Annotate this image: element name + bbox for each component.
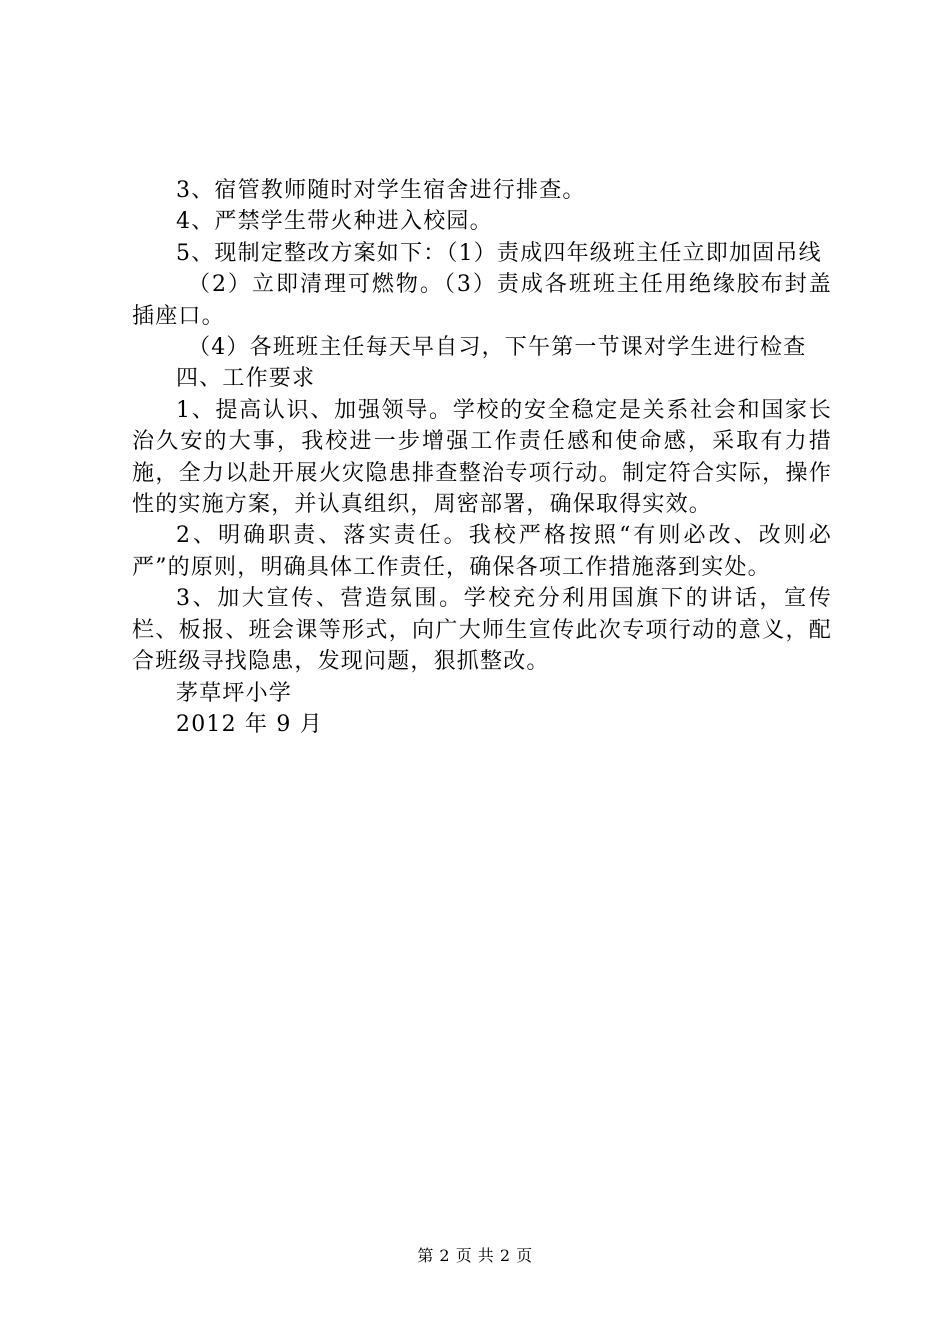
- paragraph-requirement-3: 3、加大宣传、营造氛围。学校充分利用国旗下的讲话，宣传栏、板报、班会课等形式，向广大师生宣传此次专项行动的意义，配合班级寻找隐患，发现问题，狠抓整改。: [132, 586, 832, 675]
- paragraph-item-5: 5、现制定整改方案如下：（1）责成四年级班主任立即加固吊线: [176, 240, 822, 266]
- paragraph-requirement-1: 1、提高认识、加强领导。学校的安全稳定是关系社会和国家长治久安的大事，我校进一步增强工作责任感和使命感，采取有力措施，全力以赴开展火灾隐患排查整治专项行动。制定符合实际，操作性的实施方案，并认真组织，周密部署，确保取得实效。: [132, 397, 832, 518]
- section-heading: 四、工作要求: [176, 366, 316, 392]
- paragraph-item-4: 4、严禁学生带火种进入校园。: [176, 209, 493, 235]
- paragraph-requirement-2: 2、明确职责、落实责任。我校严格按照“有则必改、改则必严”的原则，明确具体工作责任，确保各项工作措施落到实处。: [132, 523, 832, 580]
- document-body: [132, 175, 832, 740]
- paragraph-measure-4: （4）各班班主任每天早自习，下午第一节课对学生进行检查: [188, 335, 807, 361]
- paragraph-measure-2-3: （2）立即清理可燃物。（3）责成各班班主任用绝缘胶布封盖插座口。: [132, 272, 832, 329]
- paragraph-item-3: 3、宿管教师随时对学生宿舍进行排查。: [176, 178, 586, 203]
- signature-date: 2012 年 9 月: [176, 711, 323, 737]
- page-footer: 第 2 页 共 2 页: [417, 1246, 533, 1265]
- signature-school: 茅草坪小学: [176, 680, 293, 706]
